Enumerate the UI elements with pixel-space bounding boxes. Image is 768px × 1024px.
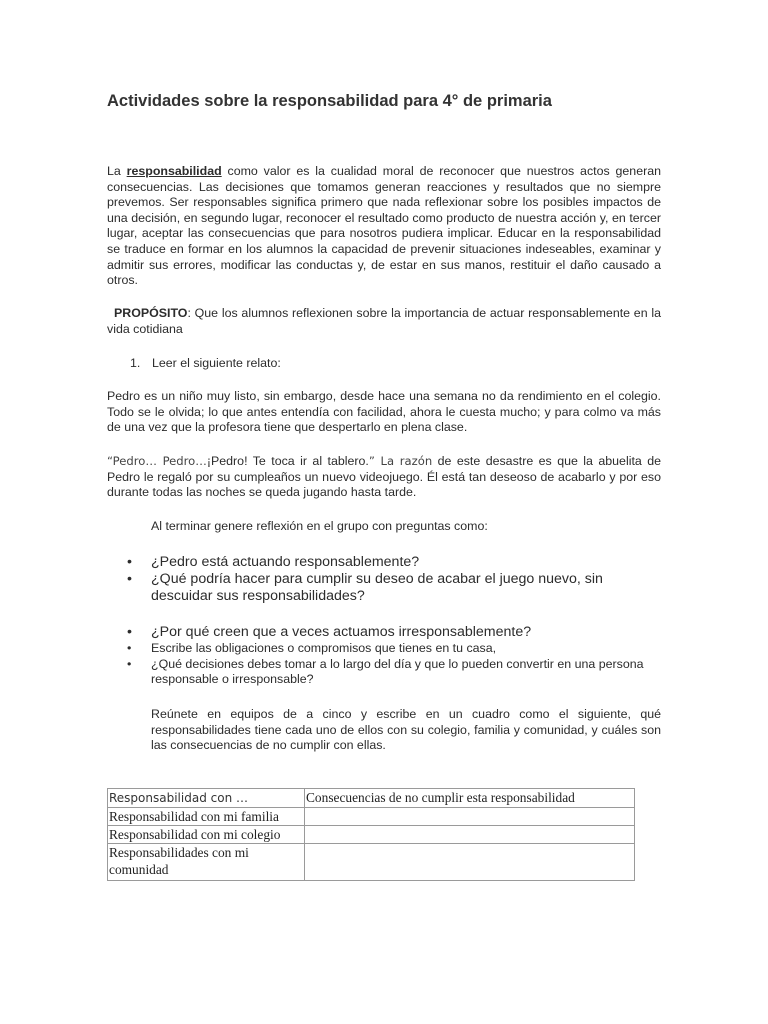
story-continuation: de este desastre es que la abuelita de Pedro le regaló por su cumpleaños un nuevo videojuego. Él está tan deseoso de acabarlo y por eso durante todas las noches se queda jugando hasta tarde. (107, 454, 662, 500)
story-paragraph-2 (107, 454, 661, 501)
story-quote-text: ¡Pedro! Te toca ir al tablero. (206, 454, 369, 468)
list-item: • Escribe las obligaciones o compromisos que tienes en tu casa, (127, 641, 647, 657)
list-item: • ¿Qué decisiones debes tomar a lo largo del día y que lo pueden convertir en una persona responsable o irresponsable? (127, 657, 647, 688)
intro-prefix: La (107, 164, 127, 178)
table-cell (305, 844, 635, 881)
question-list-b (127, 624, 647, 641)
table-header-row (108, 789, 635, 808)
reflection-intro: Al terminar genere reflexión en el grupo con preguntas como: (151, 519, 488, 533)
list-item: • ¿Pedro está actuando responsablemente? (127, 554, 647, 571)
table-header-cell: Responsabilidad con … (108, 789, 305, 808)
intro-paragraph (107, 164, 661, 289)
step-number: 1. (130, 356, 141, 370)
table-cell: Responsabilidad con mi familia (108, 808, 305, 826)
purpose-label: PROPÓSITO (114, 306, 188, 320)
table-row (108, 808, 635, 826)
intro-keyword: responsabilidad (126, 164, 222, 178)
story-paragraph-1: Pedro es un niño muy listo, sin embargo, desde hace una semana no da rendimiento en el colegio. Todo se le olvida; lo que antes entendía con facilidad, ahora le cuesta mucho; y para colmo va más de una vez que la profesora tiene que despertarlo en plena clase. (107, 389, 661, 435)
page-title: Actividades sobre la responsabilidad para 4° de primaria (107, 92, 552, 110)
step-text: Leer el siguiente relato: (152, 356, 281, 370)
table-row (108, 844, 635, 881)
table-row (108, 826, 635, 844)
question-list-c (127, 641, 647, 688)
table-cell: Responsabilidades con mi comunidad (108, 844, 305, 881)
team-instruction: Reúnete en equipos de a cinco y escribe en un cuadro como el siguiente, qué responsabilidades tiene cada uno de ellos con su colegio, familia y comunidad, y cuáles son las consecuencias de no cumplir con ellas. (151, 707, 661, 753)
story-quote-open: “Pedro… Pedro… (107, 454, 207, 468)
list-item: • ¿Por qué creen que a veces actuamos irresponsablemente? (127, 624, 647, 641)
table-cell (305, 826, 635, 844)
numbered-step-1 (130, 356, 281, 372)
purpose-paragraph (107, 306, 661, 337)
story-quote-close: ” La razón (368, 454, 433, 468)
list-item: • ¿Qué podría hacer para cumplir su deseo de acabar el juego nuevo, sin descuidar sus responsabilidades? (127, 571, 647, 605)
purpose-text: : Que los alumnos reflexionen sobre la importancia de actuar responsablemente en la vida cotidiana (107, 306, 661, 336)
intro-text: como valor es la cualidad moral de reconocer que nuestros actos generan consecuencias. Las decisiones que tomamos generan reacciones y resultados que no siempre prevemos. Ser responsables significa primero que nada reflexionar sobre los posibles impactos de una decisión, en segundo lugar, reconocer el resultado como producto de nuestra acción y, en tercer lugar, aceptar las consecuencias que para nosotros pudiera implicar. Educar en la responsabilidad se traduce en formar en los alumnos la capacidad de prevenir situaciones indeseables, examinar y admitir sus errores, modificar las conductas y, de estar en sus manos, restituir el daño causado a otros. (107, 164, 661, 288)
table-cell: Responsabilidad con mi colegio (108, 826, 305, 844)
table-cell (305, 808, 635, 826)
question-list-a (127, 554, 647, 605)
responsibility-table (107, 788, 635, 881)
table-header-cell: Consecuencias de no cumplir esta responsabilidad (305, 789, 635, 808)
